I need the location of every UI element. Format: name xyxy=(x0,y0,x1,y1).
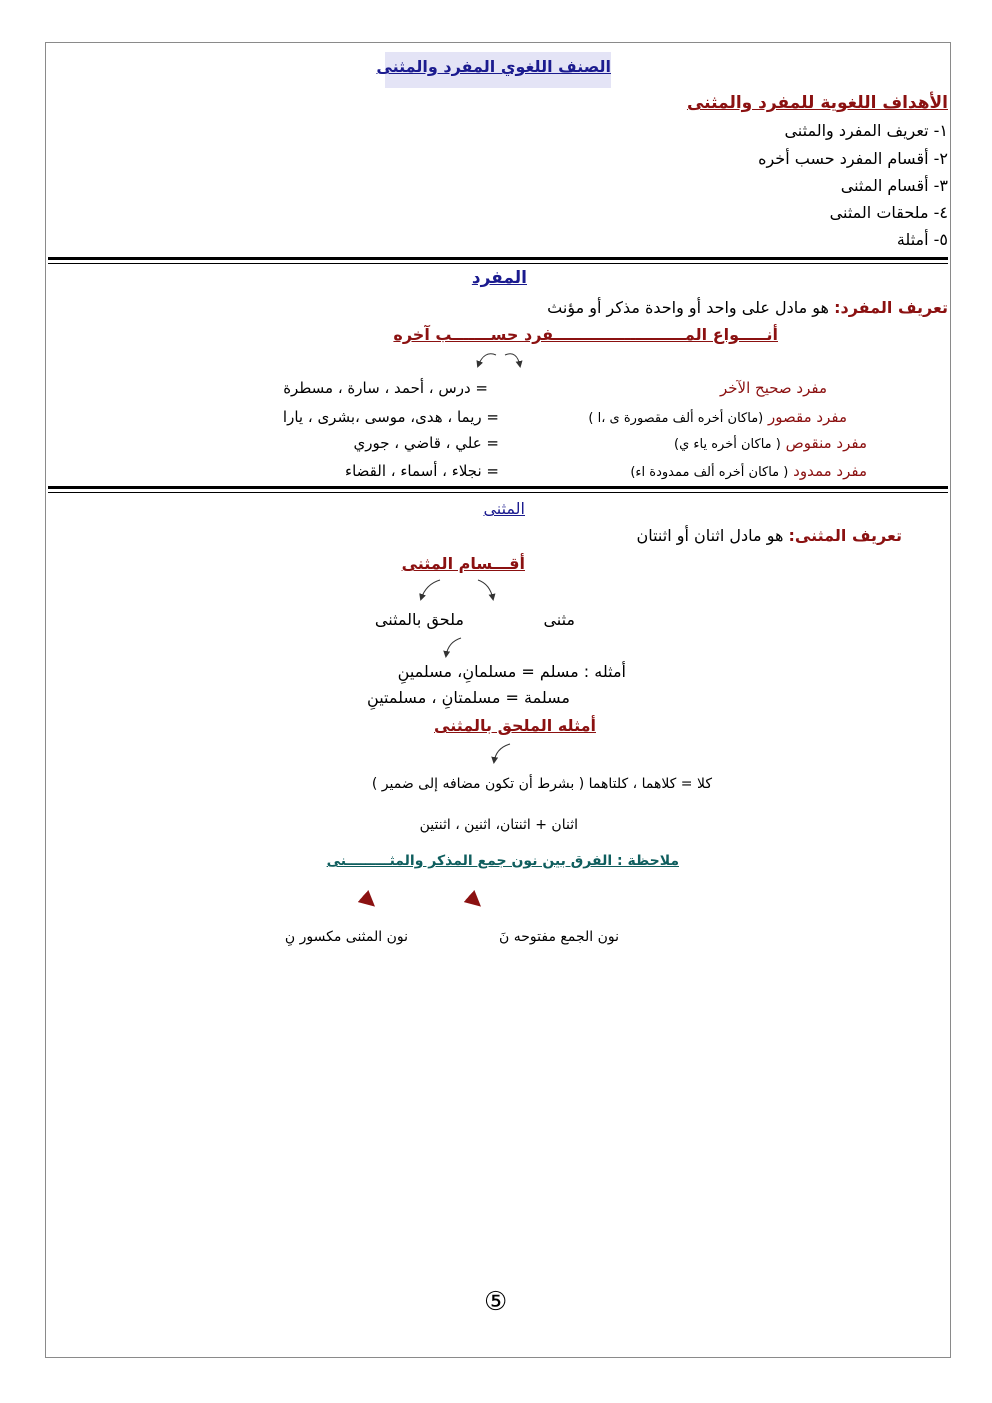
note-text: ملاحظة : الفرق بين نون جمع المذكر والمثـــــــــنى xyxy=(326,853,679,869)
red-arrow-icon xyxy=(363,896,372,904)
dual-example: مسلم = مسلمانِ، مسلمينِ xyxy=(397,662,579,681)
dual-division: ملحق بالمثنى xyxy=(374,610,464,629)
objective-item: ٢- أقسام المفرد حسب أخره xyxy=(758,149,948,168)
singular-type-note: (ماكان أخره ألف مقصورة ى ،ا ) xyxy=(588,411,764,426)
singular-type-name: مفرد مقصور xyxy=(768,408,847,426)
dual-nun-text: نون المثنى مكسور نِ xyxy=(284,929,408,945)
red-arrow-icon xyxy=(469,896,478,904)
dual-heading: المثنى xyxy=(483,499,525,518)
definition-text: هو مادل على واحد أو واحدة مذكر أو مؤنث xyxy=(547,298,829,317)
singular-type-name: مفرد صحيح الآخر xyxy=(719,379,827,397)
curved-arrow-icon xyxy=(505,354,520,366)
definition-label: تعريف المثنى: xyxy=(788,526,902,545)
singular-heading: المفرد xyxy=(471,268,527,288)
objectives-heading: الأهداف اللغوية للمفرد والمثنى xyxy=(686,93,948,113)
curved-arrow-icon xyxy=(494,744,510,762)
singular-type-examples: = ريما ، هدى، موسى ،بشرى ، يارا xyxy=(282,408,499,426)
examples-label: أمثله : xyxy=(583,662,626,681)
singular-type-name: مفرد ممدود xyxy=(793,462,867,480)
dual-division: مثنى xyxy=(543,610,575,629)
objective-item: ٤- ملحقات المثنى xyxy=(829,203,948,222)
dual-divisions-heading: أقـــسام المثنى xyxy=(401,554,525,573)
curved-arrow-icon xyxy=(446,638,461,656)
objective-item: ٣- أقسام المثنى xyxy=(840,176,948,195)
page-title: الصنف اللغوي المفرد والمثنى xyxy=(376,57,611,76)
plural-nun-text: نون الجمع مفتوحه نَ xyxy=(499,929,619,945)
attached-example: اثنان + اثنتان، اثنين ، اثنتين xyxy=(419,817,578,833)
definition-text: هو مادل اثنان أو اثنتان xyxy=(636,526,784,545)
curved-arrow-icon xyxy=(478,580,493,599)
attached-example: كلا = كلاهما ، كلتاهما ( بشرط أن تكون مضافه إلى ضمير ) xyxy=(371,776,712,792)
singular-type-name: مفرد منقوص xyxy=(785,434,867,452)
singular-type-note: ( ماكان أخره ألف ممدودة اء) xyxy=(630,465,789,480)
page-number: ⑤ xyxy=(484,1287,508,1317)
objective-item: ٥- أمثلة xyxy=(896,230,948,249)
dual-example: مسلمة = مسلمتانِ ، مسلمتينِ xyxy=(367,688,570,707)
curved-arrow-icon xyxy=(478,354,496,366)
curved-arrow-icon xyxy=(421,580,440,599)
singular-type-examples: = علي ، قاضي ، جوري xyxy=(353,434,499,452)
singular-type-examples: = درس ، أحمد ، سارة ، مسطرة xyxy=(283,379,488,397)
singular-type-note: ( ماكان أخره ياء ي) xyxy=(674,437,781,452)
singular-type-examples: = نجلاء ، أسماء ، القضاء xyxy=(345,462,499,480)
objective-item: ١- تعريف المفرد والمثنى xyxy=(784,121,948,140)
singular-types-heading: أنـــــواع المــــــــــــــــــــــــفرد حســـــــب آخره xyxy=(393,325,778,344)
definition-label: تعريف المفرد: xyxy=(834,298,948,317)
attached-heading: أمثله الملحق بالمثنى xyxy=(434,716,596,735)
